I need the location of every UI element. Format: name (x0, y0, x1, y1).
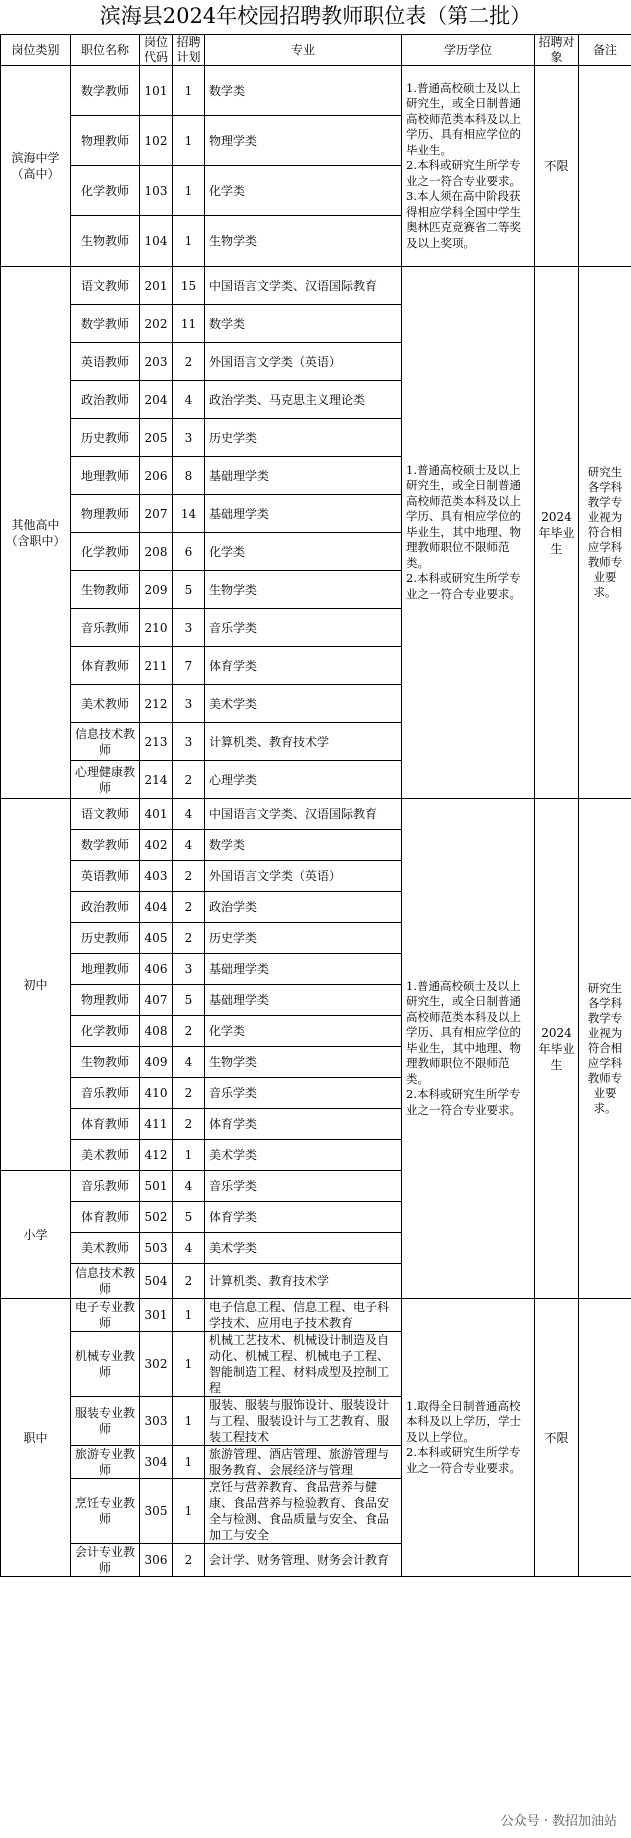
position-cell: 会计专业教师 (71, 1544, 140, 1577)
major-cell: 历史学类 (205, 923, 402, 954)
target-cell: 不限 (535, 66, 579, 267)
major-cell: 生物学类 (205, 1047, 402, 1078)
category-cell: 其他高中（含职中） (1, 267, 71, 799)
major-cell: 基础理学类 (205, 457, 402, 495)
code-cell: 412 (140, 1140, 173, 1171)
position-cell: 生物教师 (71, 1047, 140, 1078)
plan-cell: 1 (173, 116, 205, 166)
major-cell: 烹饪与营养教育、食品营养与健康、食品营养与检验教育、食品安全与检测、食品质量与安全、食品加工与安全 (205, 1479, 402, 1544)
education-cell: 1.普通高校硕士及以上研究生，或全日制普通高校师范类本科及以上学历、具有相应学位的毕业生，其中地理、物理教师职位不限师范类。 2.本科或研究生所学专业之一符合专业要求。 (402, 799, 535, 1299)
position-cell: 数学教师 (71, 66, 140, 116)
major-cell: 体育学类 (205, 1109, 402, 1140)
position-cell: 英语教师 (71, 861, 140, 892)
major-cell: 外国语言文学类（英语） (205, 861, 402, 892)
major-cell: 化学类 (205, 1016, 402, 1047)
target-cell: 2024年毕业生 (535, 267, 579, 799)
major-cell: 美术学类 (205, 1140, 402, 1171)
major-cell: 体育学类 (205, 1202, 402, 1233)
plan-cell: 2 (173, 892, 205, 923)
major-cell: 数学类 (205, 66, 402, 116)
header-target: 招聘对象 (535, 35, 579, 66)
education-cell: 1.普通高校硕士及以上研究生，或全日制普通高校师范类本科及以上学历、具有相应学位的毕业生。 2.本科或研究生所学专业之一符合专业要求。 3.本人须在高中阶段获得相应学科全国中学生奥林匹克竞赛省二等奖及以上奖项。 (402, 66, 535, 267)
plan-cell: 3 (173, 954, 205, 985)
code-cell: 402 (140, 830, 173, 861)
education-cell: 1.取得全日制普通高校本科及以上学历，学士及以上学位。 2.本科或研究生所学专业之一符合专业要求。 (402, 1299, 535, 1577)
position-cell: 服装专业教师 (71, 1397, 140, 1446)
plan-cell: 14 (173, 495, 205, 533)
code-cell: 201 (140, 267, 173, 305)
position-cell: 音乐教师 (71, 609, 140, 647)
major-cell: 政治学类 (205, 892, 402, 923)
category-cell: 职中 (1, 1299, 71, 1577)
code-cell: 304 (140, 1446, 173, 1479)
code-cell: 306 (140, 1544, 173, 1577)
header-notes: 备注 (579, 35, 631, 66)
header-position: 职位名称 (71, 35, 140, 66)
major-cell: 数学类 (205, 830, 402, 861)
code-cell: 404 (140, 892, 173, 923)
plan-cell: 5 (173, 985, 205, 1016)
notes-cell: 研究生各学科教学专业视为符合相应学科教师专业要求。 (579, 267, 631, 799)
plan-cell: 1 (173, 1397, 205, 1446)
code-cell: 202 (140, 305, 173, 343)
position-cell: 信息技术教师 (71, 723, 140, 761)
major-cell: 旅游管理、酒店管理、旅游管理与服务教育、会展经济与管理 (205, 1446, 402, 1479)
code-cell: 101 (140, 66, 173, 116)
code-cell: 502 (140, 1202, 173, 1233)
major-cell: 体育学类 (205, 647, 402, 685)
plan-cell: 2 (173, 1544, 205, 1577)
plan-cell: 2 (173, 861, 205, 892)
watermark: 公众号 · 教招加油站 (497, 1808, 621, 1831)
major-cell: 基础理学类 (205, 954, 402, 985)
position-cell: 音乐教师 (71, 1078, 140, 1109)
plan-cell: 1 (173, 1140, 205, 1171)
table-row (1, 66, 631, 116)
position-cell: 化学教师 (71, 533, 140, 571)
major-cell: 音乐学类 (205, 609, 402, 647)
plan-cell: 15 (173, 267, 205, 305)
plan-cell: 2 (173, 1109, 205, 1140)
position-cell: 美术教师 (71, 1233, 140, 1264)
category-cell: 小学 (1, 1171, 71, 1299)
code-cell: 213 (140, 723, 173, 761)
major-cell: 音乐学类 (205, 1078, 402, 1109)
position-cell: 历史教师 (71, 419, 140, 457)
code-cell: 205 (140, 419, 173, 457)
major-cell: 心理学类 (205, 761, 402, 799)
major-cell: 会计学、财务管理、财务会计教育 (205, 1544, 402, 1577)
position-cell: 数学教师 (71, 305, 140, 343)
major-cell: 生物学类 (205, 216, 402, 267)
position-cell: 地理教师 (71, 457, 140, 495)
code-cell: 301 (140, 1299, 173, 1332)
plan-cell: 2 (173, 343, 205, 381)
position-cell: 美术教师 (71, 1140, 140, 1171)
code-cell: 409 (140, 1047, 173, 1078)
plan-cell: 4 (173, 381, 205, 419)
header-major: 专业 (205, 35, 402, 66)
position-cell: 语文教师 (71, 267, 140, 305)
major-cell: 物理学类 (205, 116, 402, 166)
major-cell: 电子信息工程、信息工程、电子科学技术、应用电子技术教育 (205, 1299, 402, 1332)
code-cell: 403 (140, 861, 173, 892)
table-row (1, 799, 631, 830)
position-cell: 数学教师 (71, 830, 140, 861)
code-cell: 206 (140, 457, 173, 495)
major-cell: 中国语言文学类、汉语国际教育 (205, 267, 402, 305)
position-cell: 美术教师 (71, 685, 140, 723)
major-cell: 生物学类 (205, 571, 402, 609)
position-cell: 历史教师 (71, 923, 140, 954)
plan-cell: 11 (173, 305, 205, 343)
position-cell: 心理健康教师 (71, 761, 140, 799)
code-cell: 104 (140, 216, 173, 267)
code-cell: 103 (140, 166, 173, 216)
plan-cell: 3 (173, 685, 205, 723)
code-cell: 410 (140, 1078, 173, 1109)
plan-cell: 4 (173, 830, 205, 861)
major-cell: 中国语言文学类、汉语国际教育 (205, 799, 402, 830)
code-cell: 303 (140, 1397, 173, 1446)
code-cell: 405 (140, 923, 173, 954)
plan-cell: 1 (173, 1446, 205, 1479)
code-cell: 204 (140, 381, 173, 419)
position-cell: 生物教师 (71, 571, 140, 609)
position-cell: 政治教师 (71, 892, 140, 923)
major-cell: 基础理学类 (205, 495, 402, 533)
major-cell: 历史学类 (205, 419, 402, 457)
code-cell: 408 (140, 1016, 173, 1047)
code-cell: 211 (140, 647, 173, 685)
plan-cell: 1 (173, 1479, 205, 1544)
plan-cell: 1 (173, 166, 205, 216)
plan-cell: 2 (173, 1078, 205, 1109)
major-cell: 外国语言文学类（英语） (205, 343, 402, 381)
major-cell: 服装、服装与服饰设计、服装设计与工程、服装设计与工艺教育、服装工程技术 (205, 1397, 402, 1446)
target-cell: 2024年毕业生 (535, 799, 579, 1299)
position-cell: 信息技术教师 (71, 1264, 140, 1299)
position-cell: 物理教师 (71, 116, 140, 166)
plan-cell: 2 (173, 923, 205, 954)
code-cell: 302 (140, 1332, 173, 1397)
category-cell: 滨海中学（高中） (1, 66, 71, 267)
position-cell: 语文教师 (71, 799, 140, 830)
plan-cell: 3 (173, 609, 205, 647)
position-cell: 物理教师 (71, 985, 140, 1016)
code-cell: 411 (140, 1109, 173, 1140)
code-cell: 504 (140, 1264, 173, 1299)
job-table (0, 34, 631, 1577)
code-cell: 407 (140, 985, 173, 1016)
plan-cell: 7 (173, 647, 205, 685)
major-cell: 政治学类、马克思主义理论类 (205, 381, 402, 419)
plan-cell: 1 (173, 216, 205, 267)
code-cell: 203 (140, 343, 173, 381)
code-cell: 305 (140, 1479, 173, 1544)
plan-cell: 1 (173, 1332, 205, 1397)
position-cell: 机械专业教师 (71, 1332, 140, 1397)
major-cell: 计算机类、教育技术学 (205, 1264, 402, 1299)
notes-cell (579, 1299, 631, 1577)
plan-cell: 4 (173, 1047, 205, 1078)
code-cell: 102 (140, 116, 173, 166)
education-cell: 1.普通高校硕士及以上研究生，或全日制普通高校师范类本科及以上学历、具有相应学位的毕业生，其中地理、物理教师职位不限师范类。 2.本科或研究生所学专业之一符合专业要求。 (402, 267, 535, 799)
major-cell: 数学类 (205, 305, 402, 343)
plan-cell: 5 (173, 571, 205, 609)
plan-cell: 4 (173, 1171, 205, 1202)
major-cell: 美术学类 (205, 685, 402, 723)
plan-cell: 2 (173, 1016, 205, 1047)
position-cell: 体育教师 (71, 647, 140, 685)
position-cell: 音乐教师 (71, 1171, 140, 1202)
position-cell: 化学教师 (71, 1016, 140, 1047)
target-cell: 不限 (535, 1299, 579, 1577)
position-cell: 体育教师 (71, 1109, 140, 1140)
notes-cell: 研究生各学科教学专业视为符合相应学科教师专业要求。 (579, 799, 631, 1299)
header-plan: 招聘计划 (173, 35, 205, 66)
position-cell: 电子专业教师 (71, 1299, 140, 1332)
major-cell: 基础理学类 (205, 985, 402, 1016)
code-cell: 401 (140, 799, 173, 830)
plan-cell: 4 (173, 799, 205, 830)
position-cell: 地理教师 (71, 954, 140, 985)
position-cell: 生物教师 (71, 216, 140, 267)
code-cell: 209 (140, 571, 173, 609)
major-cell: 化学类 (205, 533, 402, 571)
notes-cell (579, 66, 631, 267)
position-cell: 政治教师 (71, 381, 140, 419)
header-code: 岗位代码 (140, 35, 173, 66)
position-cell: 旅游专业教师 (71, 1446, 140, 1479)
position-cell: 物理教师 (71, 495, 140, 533)
header-category: 岗位类别 (1, 35, 71, 66)
table-row (1, 1299, 631, 1332)
header-education: 学历学位 (402, 35, 535, 66)
code-cell: 214 (140, 761, 173, 799)
major-cell: 机械工艺技术、机械设计制造及自动化、机械工程、机械电子工程、智能制造工程、材料成型及控制工程 (205, 1332, 402, 1397)
plan-cell: 2 (173, 761, 205, 799)
code-cell: 207 (140, 495, 173, 533)
code-cell: 208 (140, 533, 173, 571)
category-cell: 初中 (1, 799, 71, 1171)
position-cell: 英语教师 (71, 343, 140, 381)
plan-cell: 2 (173, 1264, 205, 1299)
code-cell: 210 (140, 609, 173, 647)
major-cell: 音乐学类 (205, 1171, 402, 1202)
code-cell: 212 (140, 685, 173, 723)
plan-cell: 4 (173, 1233, 205, 1264)
plan-cell: 3 (173, 723, 205, 761)
position-cell: 烹饪专业教师 (71, 1479, 140, 1544)
plan-cell: 1 (173, 1299, 205, 1332)
table-row (1, 267, 631, 305)
plan-cell: 6 (173, 533, 205, 571)
plan-cell: 8 (173, 457, 205, 495)
major-cell: 美术学类 (205, 1233, 402, 1264)
position-cell: 体育教师 (71, 1202, 140, 1233)
major-cell: 化学类 (205, 166, 402, 216)
position-cell: 化学教师 (71, 166, 140, 216)
page-title: 滨海县2024年校园招聘教师职位表（第二批） (99, 4, 532, 28)
plan-cell: 3 (173, 419, 205, 457)
code-cell: 406 (140, 954, 173, 985)
major-cell: 计算机类、教育技术学 (205, 723, 402, 761)
plan-cell: 5 (173, 1202, 205, 1233)
plan-cell: 1 (173, 66, 205, 116)
code-cell: 501 (140, 1171, 173, 1202)
code-cell: 503 (140, 1233, 173, 1264)
